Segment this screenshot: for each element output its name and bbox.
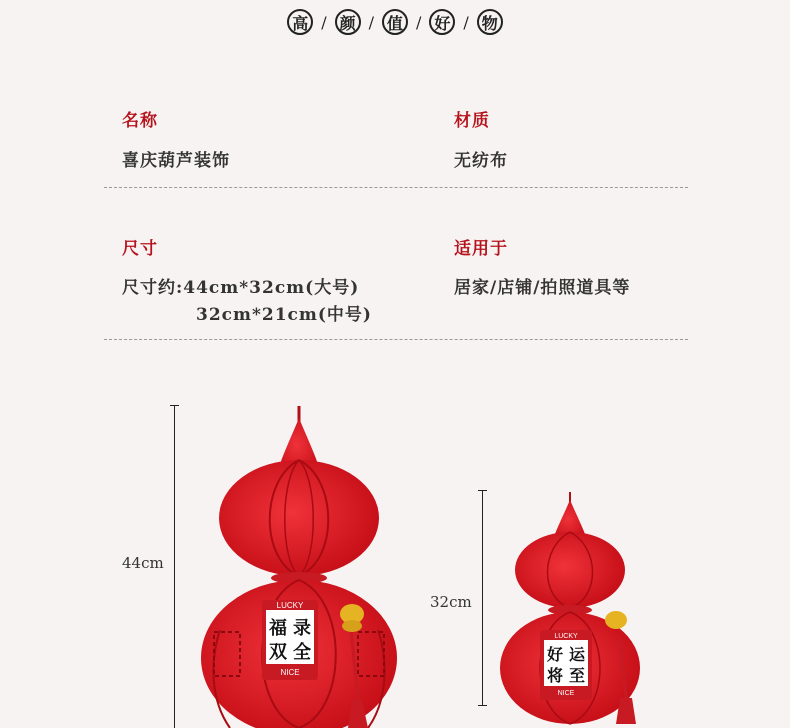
dimension-line-large	[174, 405, 175, 728]
medium-tag-bottom-text: NICE	[557, 690, 575, 697]
medium-tag-char-1: 好	[546, 645, 564, 664]
dimension-cap-bottom	[478, 705, 487, 706]
title-separator: /	[463, 12, 469, 32]
medium-tag-top-text: LUCKY	[554, 633, 578, 640]
medium-tag-char-4: 至	[568, 666, 586, 685]
material-value: 无纺布	[454, 151, 508, 171]
large-height-label: 44cm	[122, 554, 164, 572]
dimension-line-medium	[482, 490, 483, 705]
size-value-line1: 尺寸约:44cm*32cm(大号)	[122, 278, 360, 298]
title-char-2: 颜	[335, 9, 361, 35]
large-tag-bottom-text: NICE	[280, 668, 300, 677]
usage-value: 居家/店铺/拍照道具等	[454, 278, 631, 298]
title-char-3: 值	[382, 9, 408, 35]
large-tag-char-1: 福	[269, 618, 287, 639]
title-separator: /	[368, 12, 374, 32]
size-label: 尺寸	[122, 239, 158, 259]
name-value: 喜庆葫芦装饰	[122, 151, 230, 171]
size-value-line2: 32cm*21cm(中号)	[196, 305, 372, 325]
medium-height-label: 32cm	[430, 593, 472, 611]
medium-tag-char-2: 运	[568, 645, 586, 664]
large-tag-char-2: 录	[293, 618, 311, 639]
divider	[104, 187, 688, 188]
material-label: 材质	[454, 111, 490, 131]
medium-gourd-image	[490, 488, 650, 728]
large-gourd-image	[200, 400, 410, 728]
large-tag-char-3: 双	[269, 642, 287, 663]
title-separator: /	[321, 12, 327, 32]
large-tag-char-4: 全	[293, 642, 311, 663]
title-char-5: 物	[477, 9, 503, 35]
usage-label: 适用于	[454, 239, 508, 259]
page-title	[0, 6, 790, 38]
title-separator: /	[416, 12, 422, 32]
title-char-4: 好	[429, 9, 455, 35]
title-char-1: 高	[287, 9, 313, 35]
name-label: 名称	[122, 111, 158, 131]
divider	[104, 339, 688, 340]
medium-tag-char-3: 将	[546, 666, 564, 685]
large-tag-top-text: LUCKY	[276, 601, 304, 610]
